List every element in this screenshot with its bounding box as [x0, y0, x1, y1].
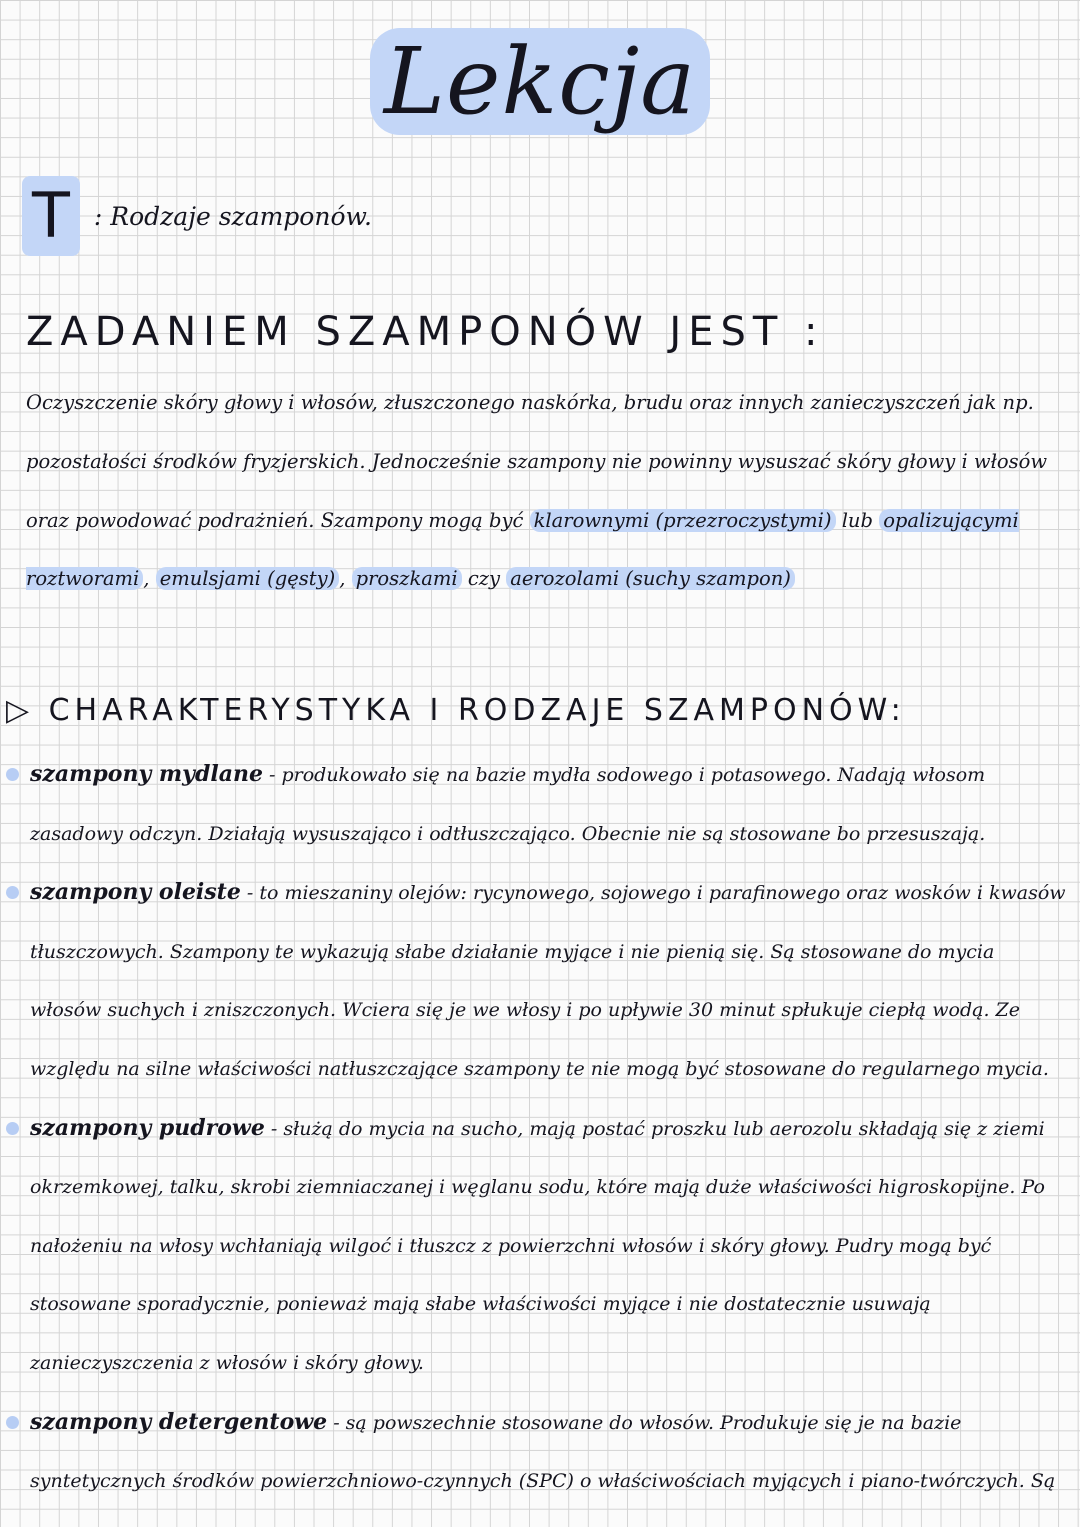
highlight-clear: klarownymi (przezroczystymi) — [530, 509, 836, 532]
list-item — [30, 745, 1070, 863]
lesson-topic — [22, 176, 372, 256]
list-item-text: - to mieszaniny olejów: rycynowego, sojowego i parafinowego oraz wosków i kwasów tłuszczowych. Szampony te wykazują słabe działanie myjące i nie pienią się. Są stosowane do mycia włosów suchych i zniszczonych. Wciera się je we włosy i po upływie 30 minut spłukuje ciepłą wodą. Ze względu na silne właściwości natłuszczające szampony te nie mogą być stosowane do regularnego mycia. — [30, 882, 1066, 1080]
page-title — [0, 22, 1080, 142]
paragraph-text: , — [143, 567, 156, 591]
list-item — [30, 1393, 1070, 1511]
paragraph-text: czy — [461, 567, 507, 591]
list-item-term: szampony detergentowe — [30, 1408, 328, 1435]
list-item-text: - produkowało się na bazie mydła sodowego i potasowego. Nadają włosom zasadowy odczyn. Działają wysuszająco i odtłuszczająco. Obecnie nie są stosowane bo przesuszają. — [30, 764, 986, 845]
paragraph-text: Oczyszczenie skóry głowy i włosów, złuszczonego naskórka, brudu oraz innych zanieczyszczeń jak np. pozostałości środków fryzjerskich. Jednocześnie szampony nie powinny wysuszać skóry głowy i włosów oraz powodować podrażnień. Szampony mogą być — [26, 391, 1048, 532]
list-item — [30, 863, 1070, 1098]
list-item-term: szampony oleiste — [30, 879, 241, 906]
highlight-powders: proszkami — [352, 567, 462, 590]
paragraph-text: , — [339, 567, 352, 591]
bullet-icon — [6, 768, 19, 781]
highlight-emulsions: emulsjami (gęsty) — [156, 567, 340, 590]
topic-marker: T — [22, 176, 80, 256]
page-title-text: Lekcja — [370, 28, 710, 135]
bullet-icon — [6, 886, 19, 899]
list-item-text: - są powszechnie stosowane do włosów. Produkuje się je na bazie syntetycznych środków powierzchniowo-czynnych (SPC) o właściwościach myjących i piano-twórczych. Są — [30, 1411, 1056, 1493]
bullet-icon — [6, 1416, 19, 1429]
bullet-icon — [6, 1122, 19, 1135]
topic-text: : Rodzaje szamponów. — [93, 201, 372, 231]
section-heading-types: ▷ CHARAKTERYSTYKA I RODZAJE SZAMPONÓW: — [6, 693, 906, 728]
highlight-aerosols: aerozolami (suchy szampon) — [506, 567, 795, 590]
list-item-term: szampony pudrowe — [30, 1114, 265, 1141]
paragraph-text: lub — [835, 508, 880, 532]
highlight-opalescent: opalizującymi roztworami — [26, 508, 1019, 591]
purpose-paragraph — [26, 374, 1066, 609]
list-item — [30, 1099, 1070, 1393]
shampoo-types-list — [30, 745, 1070, 1511]
section-heading-purpose: ZADANIEM SZAMPONÓW JEST : — [26, 309, 825, 355]
list-item-term: szampony mydlane — [30, 761, 263, 787]
list-item-text: - służą do mycia na sucho, mają postać proszku lub aerozolu składają się z ziemi okrzemkowej, talku, skrobi ziemniaczanej i węglanu sodu, które mają duże właściwości higroskopijne. Po nałożeniu na włosy wchłaniają wilgoć i tłuszcz z powierzchni włosów i skóry głowy. Pudry mogą być stosowane sporadycznie, ponieważ mają słabe właściwości myjące i nie dostatecznie usuwają zanieczyszczenia z włosów i skóry głowy. — [30, 1117, 1045, 1374]
